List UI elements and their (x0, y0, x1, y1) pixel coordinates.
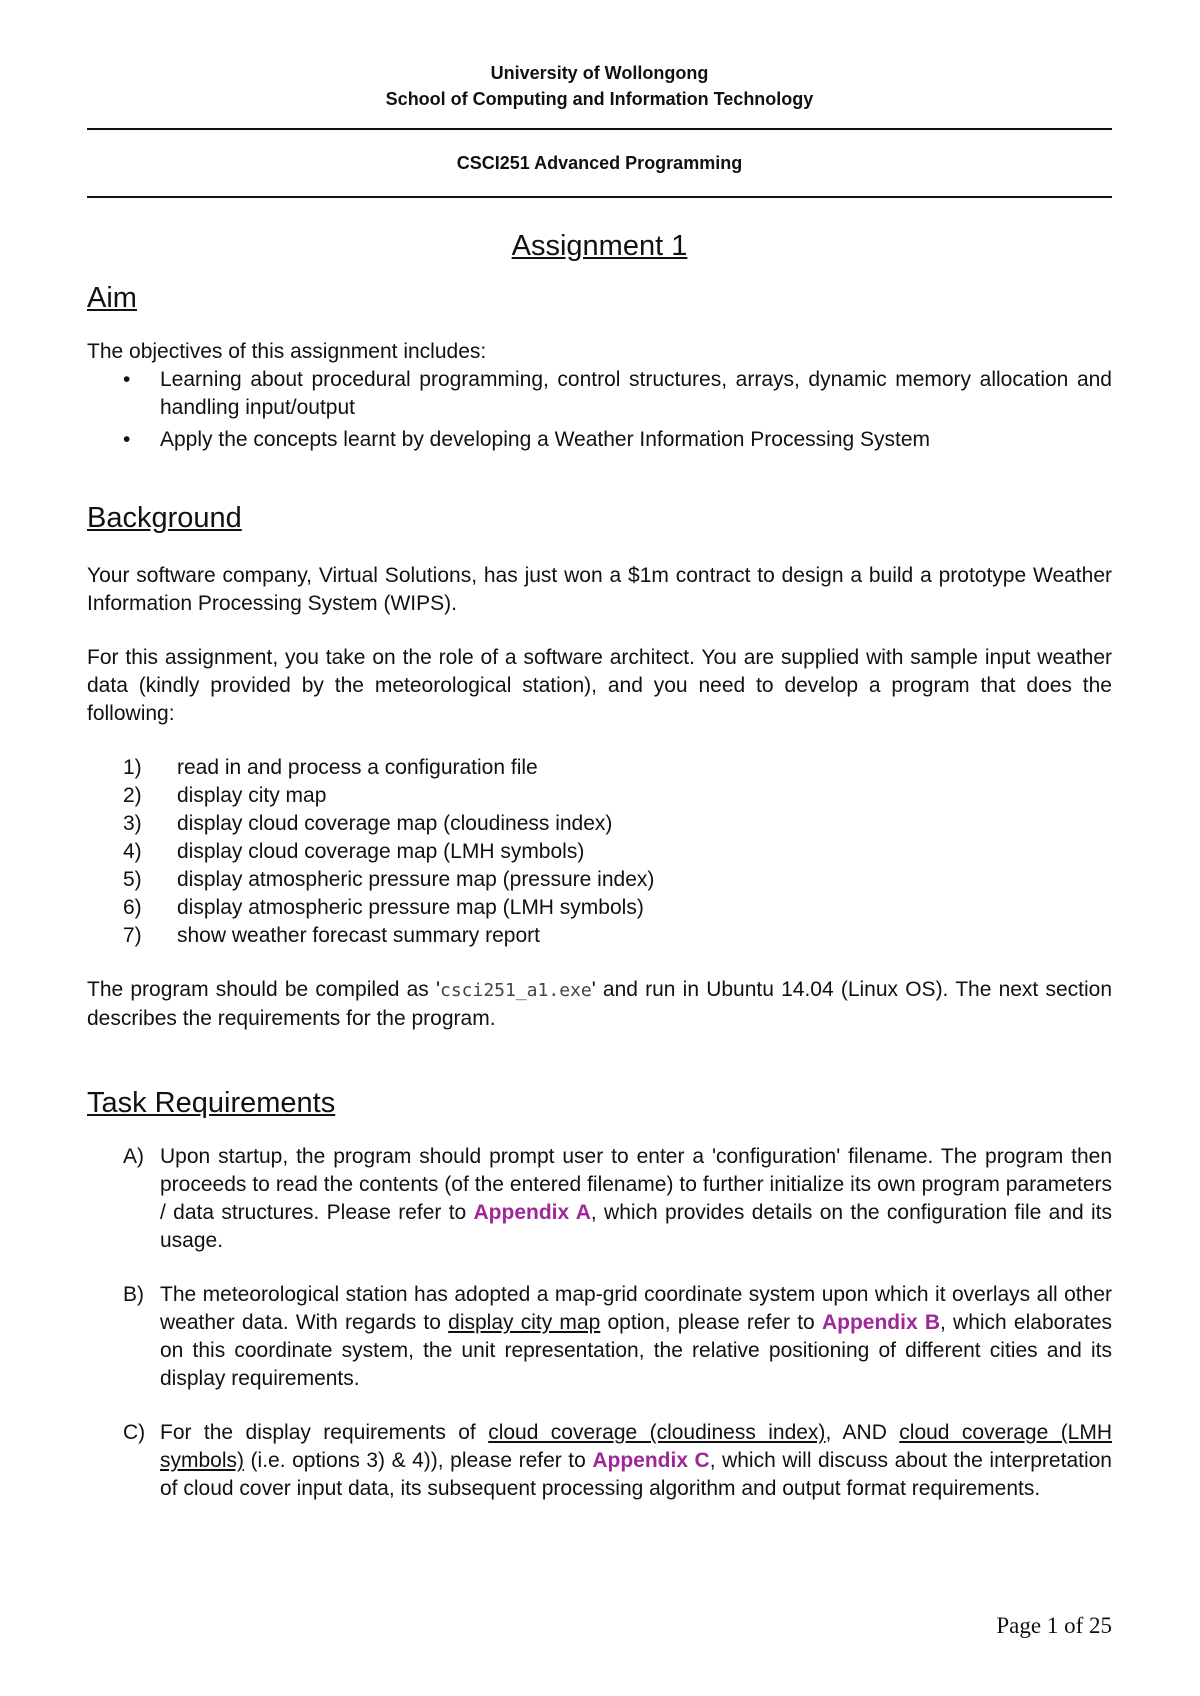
task-text: Upon startup, the program should prompt user to enter a 'configuration' filename. The program then proceeds to read the contents (of the entered filename) to further initialize its own program parameters / data structures. Please refer to (160, 1145, 1112, 1224)
list-item (87, 810, 1112, 838)
list-item (87, 894, 1112, 922)
task-letter: B) (123, 1283, 144, 1306)
task-text: , which will discuss about the interpretation of cloud cover input data, its subsequent processing algorithm and output format requirements. (160, 1449, 1112, 1500)
assignment-title-text: Assignment 1 (511, 230, 688, 262)
header-bottom-rule (87, 196, 1112, 198)
task-text: , AND (825, 1421, 900, 1444)
task-letter: A) (123, 1145, 144, 1168)
list-item (87, 838, 1112, 866)
page-number: Page 1 of 25 (996, 1613, 1112, 1638)
aim-bullet-item (87, 366, 1112, 422)
school-name: School of Computing and Information Technology (385, 89, 814, 109)
task-text: option, please refer to (600, 1311, 822, 1334)
list-item (87, 922, 1112, 950)
step-text: read in and process a configuration file (177, 756, 538, 779)
option-reference: cloud coverage (LMH symbols) (160, 1421, 1113, 1472)
step-text: display cloud coverage map (LMH symbols) (177, 840, 585, 863)
task-item-b (87, 1281, 1112, 1393)
aim-bullet-list (87, 366, 1112, 454)
appendix-reference: Appendix A (473, 1201, 591, 1224)
step-text: display atmospheric pressure map (LMH symbols) (177, 896, 644, 919)
task-text: The meteorological station has adopted a map-grid coordinate system upon which it overlays all other weather data. With regards to (160, 1283, 1112, 1334)
step-text: display cloud coverage map (cloudiness index) (177, 812, 613, 835)
assignment-title (87, 228, 1112, 264)
option-reference: display city map (448, 1311, 601, 1334)
list-item (87, 782, 1112, 810)
step-number: 5) (123, 868, 142, 891)
list-item (87, 754, 1112, 782)
background-heading: Background (87, 502, 242, 534)
course-title: CSCI251 Advanced Programming (456, 153, 743, 173)
task-letter: C) (123, 1421, 146, 1444)
compile-text-before: The program should be compiled as ' (87, 978, 440, 1001)
step-text: display atmospheric pressure map (pressure index) (177, 868, 655, 891)
task-text: For the display requirements of (160, 1421, 489, 1444)
executable-filename: csci251_a1.exe (439, 980, 592, 1001)
aim-bullet-text: Apply the concepts learnt by developing a Weather Information Processing System (160, 428, 931, 451)
task-text: , which provides details on the configuration file and its usage. (160, 1201, 1112, 1252)
option-reference: cloud coverage (cloudiness index) (488, 1421, 826, 1444)
step-number: 3) (123, 812, 142, 835)
university-name: University of Wollongong (490, 63, 709, 83)
task-requirements-heading: Task Requirements (87, 1087, 336, 1119)
compile-text-after: ' and run in Ubuntu 14.04 (Linux OS). The next section describes the requirements for the program. (87, 978, 1112, 1030)
task-text: (i.e. options 3) & 4)), please refer to (244, 1449, 593, 1472)
aim-bullet-text: Learning about procedural programming, control structures, arrays, dynamic memory allocation and handling input/output (160, 368, 1112, 419)
task-text: , which elaborates on this coordinate system, the unit representation, the relative positioning of different cities and its display requirements. (160, 1311, 1113, 1390)
task-item-c (87, 1419, 1112, 1503)
compile-instructions (87, 976, 1112, 1033)
aim-bullet-item (87, 426, 1112, 454)
background-paragraph-2: For this assignment, you take on the role of a software architect. You are supplied with sample input weather data (kindly provided by the meteorological station), and you need to develop a program that does the following: (87, 646, 1112, 725)
bullet-icon: • (123, 368, 131, 391)
step-number: 4) (123, 840, 142, 863)
task-list (87, 1143, 1112, 1503)
background-paragraph-1: Your software company, Virtual Solutions, has just won a $1m contract to design a build a prototype Weather Information Processing System (WIPS). (87, 564, 1112, 615)
step-number: 1) (123, 756, 142, 779)
step-number: 2) (123, 784, 142, 807)
appendix-reference: Appendix C (592, 1449, 710, 1472)
step-number: 6) (123, 896, 142, 919)
list-item (87, 866, 1112, 894)
document-page (87, 60, 1112, 1503)
appendix-reference: Appendix B (821, 1311, 940, 1334)
aim-heading: Aim (87, 282, 137, 314)
header-top-rule (87, 128, 1112, 130)
task-item-a (87, 1143, 1112, 1255)
step-number: 7) (123, 924, 142, 947)
aim-intro: The objectives of this assignment includes: (87, 340, 487, 363)
step-text: show weather forecast summary report (177, 924, 540, 947)
program-steps-list (87, 754, 1112, 950)
bullet-icon: • (123, 428, 131, 451)
step-text: display city map (177, 784, 327, 807)
